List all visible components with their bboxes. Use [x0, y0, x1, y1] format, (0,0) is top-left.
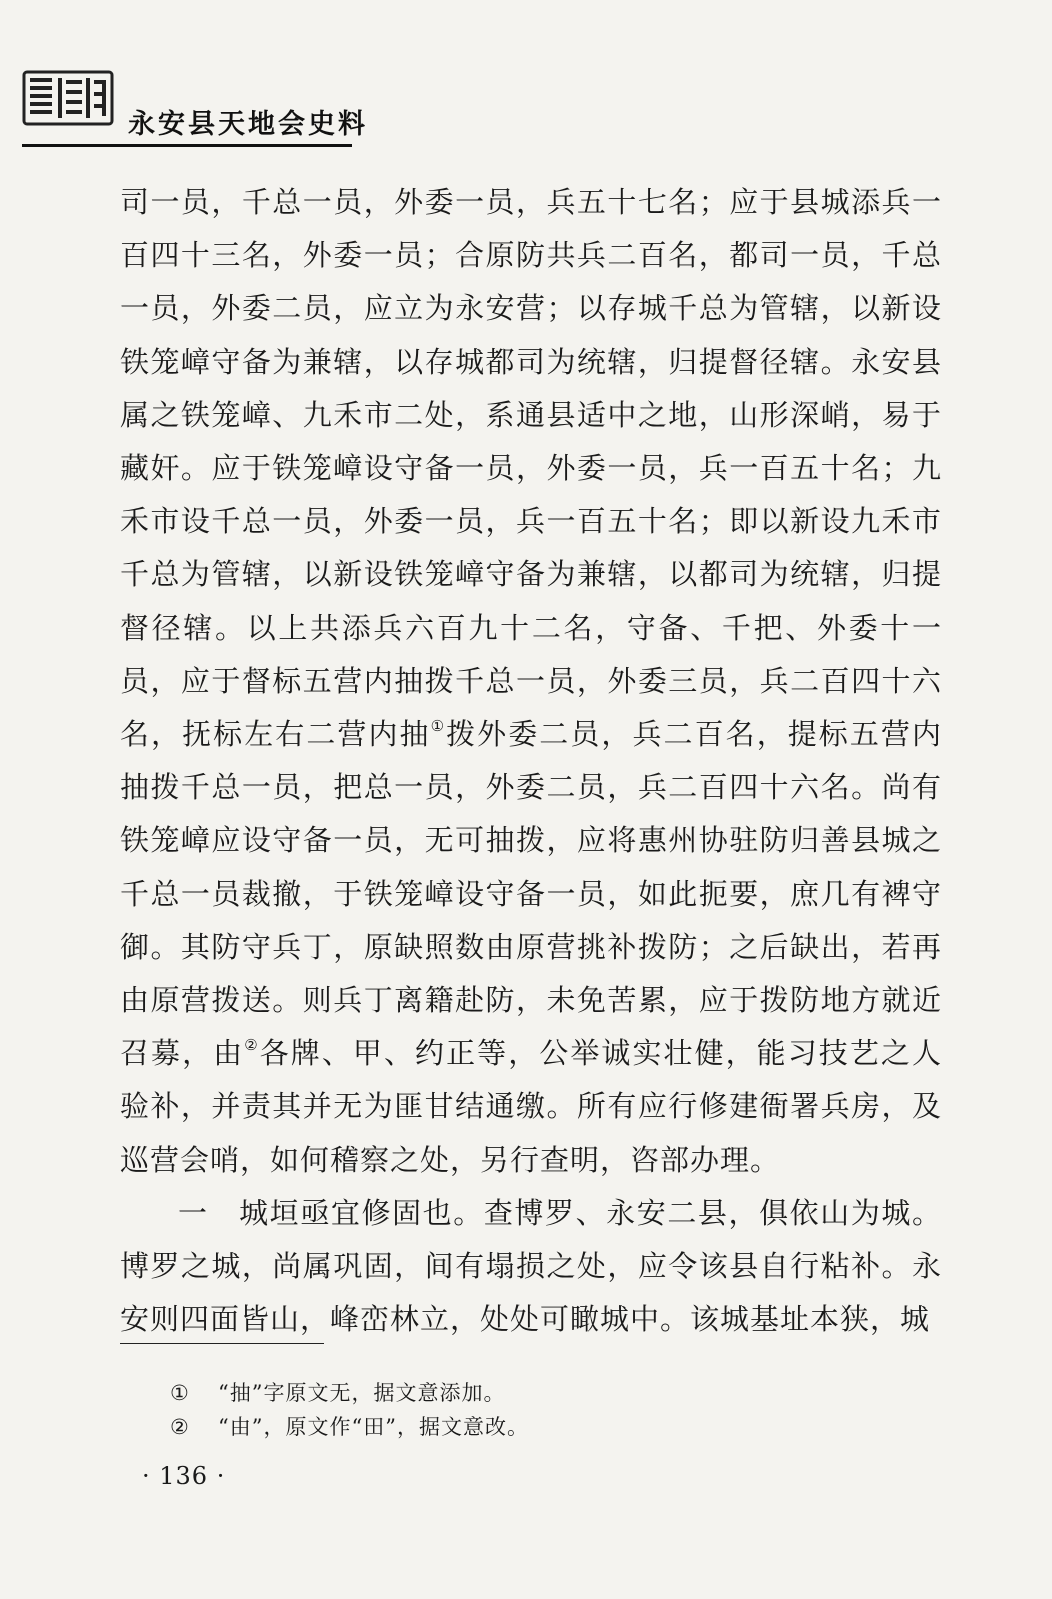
- paragraph-text: 各牌、甲、约正等，公举诚实壮健，能习技艺之人验补，并责其并无为匪甘结通缴。所有应行修建衙署兵房，及巡营会哨，如何稽察之处，另行查明，咨部办理。: [120, 1036, 942, 1177]
- footnote-text: “抽”字原文无，据文意添加。: [218, 1381, 506, 1405]
- footnote-mark: ②: [170, 1415, 190, 1439]
- footnote-text: “由”，原文作“田”，据文意改。: [218, 1415, 529, 1439]
- page-number: · 136 ·: [142, 1462, 226, 1490]
- footnote-rule: [120, 1343, 324, 1344]
- paragraph-text: 拨外委二员，兵二百名，提标五营内抽拨千总一员，把总一员，外委二员，兵二百四十六名。尚有铁笼嶂应设守备一员，无可抽拨，应将惠州协驻防归善县城之千总一员裁撤，于铁笼嶂设守备一员，如此扼要，庶几有裨守御。其防守兵丁，原缺照数由原营挑补拨防；之后缺出，若再由原营拨送。则兵丁离籍赴防，未免苦累，应于拨防地方就近召募，由: [120, 717, 942, 1071]
- footnote-item: [170, 1410, 970, 1444]
- footnote-ref-2[interactable]: ②: [244, 1036, 260, 1055]
- body-text: [120, 176, 942, 1346]
- header-rule: [22, 144, 352, 147]
- paragraph-text: 司一员，千总一员，外委一员，兵五十七名；应于县城添兵一百四十三名，外委一员；合原防共兵二百名，都司一员，千总一员，外委二员，应立为永安营；以存城千总为管辖，以新设铁笼嶂守备为兼辖，以存城都司为统辖，归提督径辖。永安县属之铁笼嶂、九禾市二处，系通县适中之地，山形深峭，易于藏奸。应于铁笼嶂设守备一员，外委一员，兵一百五十名；九禾市设千总一员，外委一员，兵一百五十名；即以新设九禾市千总为管辖，以新设铁笼嶂守备为兼辖，以都司为统辖，归提督径辖。以上共添兵六百九十二名，守备、千把、外委十一员，应于督标五营内抽拨千总一员，外委三员，兵二百四十六名，抚标左右二营内抽: [120, 185, 942, 752]
- footnote-mark: ①: [170, 1381, 190, 1405]
- footnote-item: [170, 1376, 970, 1410]
- footnotes: [170, 1376, 970, 1444]
- paragraph: [120, 176, 942, 1187]
- footnote-ref-1[interactable]: ①: [430, 717, 447, 736]
- running-title: 永安县天地会史料: [128, 109, 368, 140]
- paragraph: 一 城垣亟宜修固也。查博罗、永安二县，俱依山为城。博罗之城，尚属巩固，间有塌损之处，应令该县自行粘补。永安则四面皆山，峰峦林立，处处可瞰城中。该城基址本狭，城: [120, 1195, 942, 1337]
- seal-logo: [20, 66, 116, 130]
